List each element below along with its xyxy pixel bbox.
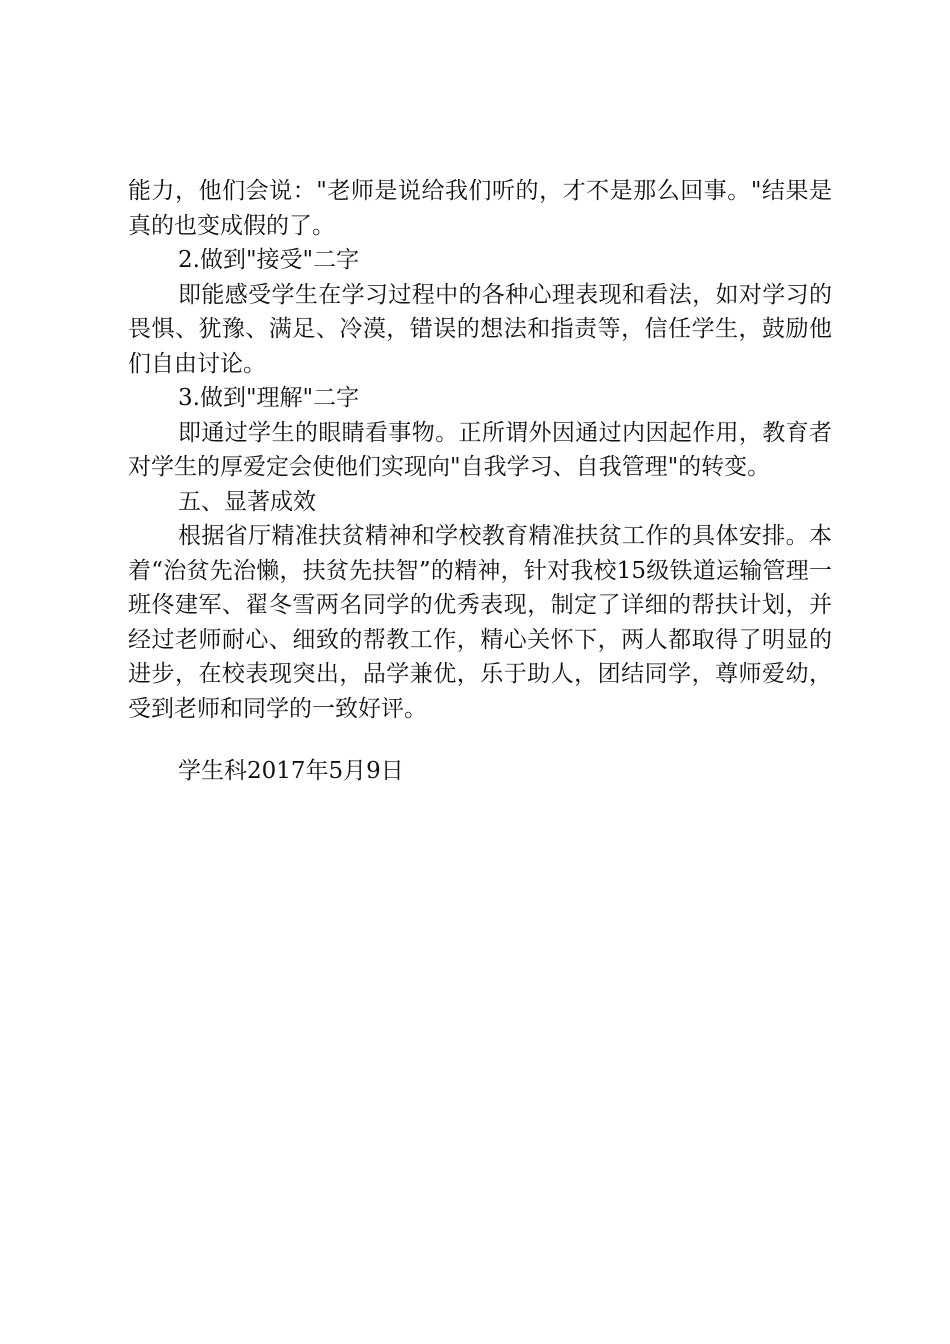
signature-date: 学生科2017年5月9日 — [178, 758, 404, 784]
subheading-understand: 3.做到"理解"二字 — [178, 385, 360, 411]
paragraph-understand: 即通过学生的眼睛看事物。正所谓外因通过内因起作用，教育者对学生的厚爱定会使他们实现向"自我学习、自我管理"的转变。 — [128, 419, 832, 480]
paragraph-continued: 能力，他们会说："老师是说给我们听的，才不是那么回事。"结果是真的也变成假的了。 — [128, 178, 832, 239]
paragraph-accept: 即能感受学生在学习过程中的各种心理表现和看法，如对学习的畏惧、犹豫、满足、冷漠，错误的想法和指责等，信任学生，鼓励他们自由讨论。 — [128, 281, 832, 377]
document-body — [128, 174, 832, 789]
section-heading-results: 五、显著成效 — [178, 488, 316, 515]
subheading-accept: 2.做到"接受"二字 — [178, 247, 360, 273]
paragraph-results: 根据省厅精准扶贫精神和学校教育精准扶贫工作的具体安排。本着“治贫先治懒，扶贫先扶智”的精神，针对我校15级铁道运输管理一班佟建军、翟冬雪两名同学的优秀表现，制定了详细的帮扶计划，并经过老师耐心、细致的帮教工作，精心关怀下，两人都取得了明显的进步，在校表现突出，品学兼优，乐于助人，团结同学，尊师爱幼，受到老师和同学的一致好评。 — [128, 523, 832, 722]
blank-line — [128, 726, 832, 754]
